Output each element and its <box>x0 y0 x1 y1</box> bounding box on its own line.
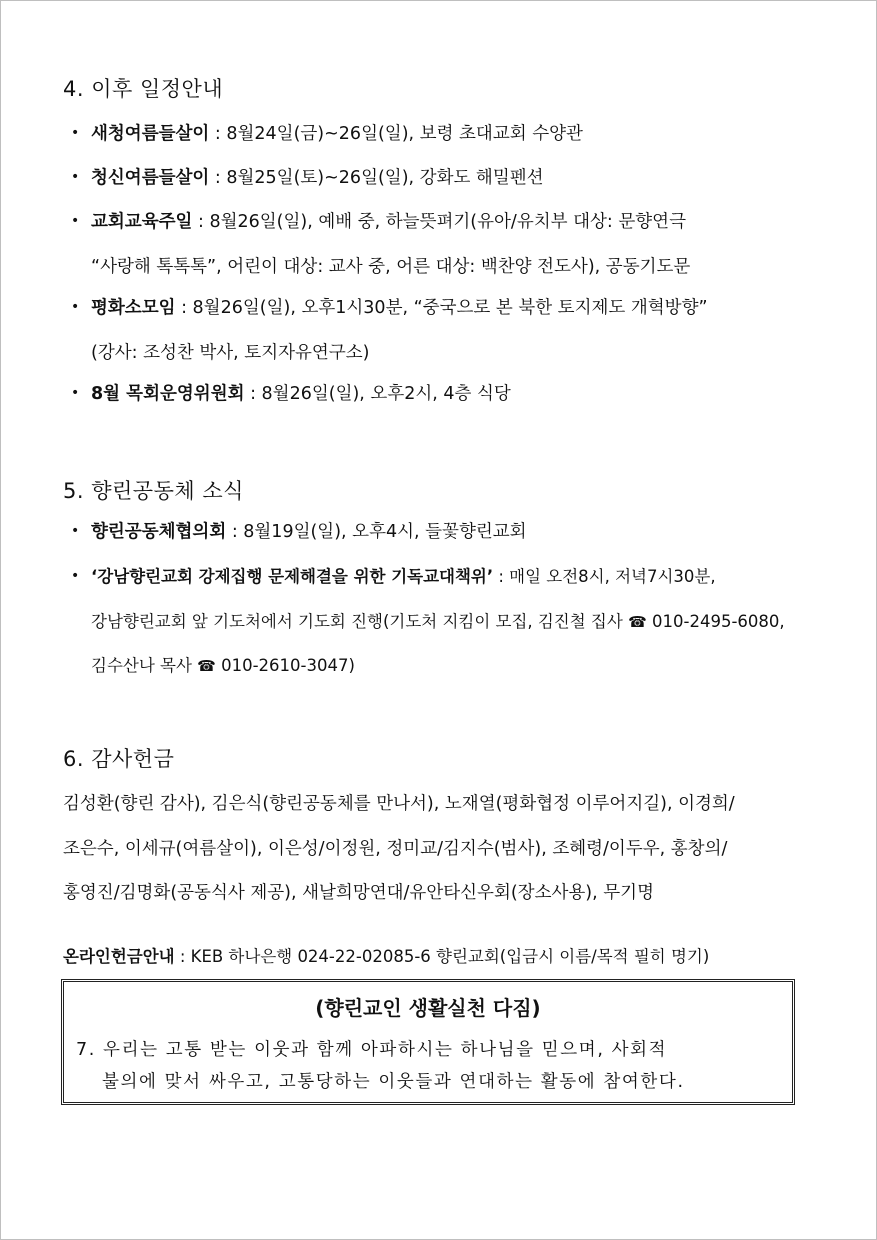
item-label: 청신여름들살이 <box>91 168 210 188</box>
online-offering-label: 온라인헌금안내 <box>63 947 175 966</box>
bullet-icon: • <box>71 213 80 229</box>
item-label: 평화소모임 <box>91 298 176 318</box>
item-continuation-text: 강남향린교회 앞 기도처에서 기도회 진행(기도처 지킴이 모집, 김진철 집사 <box>91 612 623 631</box>
item-continuation <box>91 608 785 632</box>
phone-number: 010-2495-6080, <box>652 612 785 631</box>
item-continuation: “사랑해 톡톡톡”, 어린이 대상: 교사 중, 어른 대상: 백찬양 전도사), 공동기도문 <box>91 257 691 277</box>
item-continuation-text: 김수산나 목사 <box>91 656 192 675</box>
item-text: : 매일 오전8시, 저녁7시30분, <box>493 567 716 586</box>
pledge-line: 불의에 맞서 싸우고, 고통당하는 이웃들과 연대하는 활동에 참여한다. <box>102 1072 685 1092</box>
item-continuation <box>91 652 355 676</box>
item-label: 8월 목회운영위원회 <box>91 384 245 404</box>
phone-icon: ☎ <box>197 657 216 675</box>
list-item <box>71 371 511 416</box>
phone-number: 010-2610-3047) <box>221 656 355 675</box>
pledge-line: 7. 우리는 고통 받는 이웃과 함께 아파하시는 하나님을 믿으며, 사회적 <box>76 1040 668 1060</box>
item-label: 교회교육주일 <box>91 212 193 232</box>
bullet-icon: • <box>71 299 80 315</box>
section-title-community: 5. 향린공동체 소식 <box>63 479 244 503</box>
list-item <box>71 285 708 330</box>
pledge-box <box>61 979 795 1105</box>
section-title-offering: 6. 감사헌금 <box>63 747 175 771</box>
offering-line: 조은수, 이세규(여름살이), 이은성/이정원, 정미교/김지수(범사), 조혜령/이두우, 홍창의/ <box>63 839 728 859</box>
bullet-icon: • <box>71 125 80 141</box>
list-item <box>71 199 686 244</box>
item-text: : 8월26일(일), 예배 중, 하늘뜻펴기(유아/유치부 대상: 문향연극 <box>192 212 686 232</box>
bullet-icon: • <box>71 169 80 185</box>
section-title-schedule: 4. 이후 일정안내 <box>63 77 224 101</box>
online-offering-text: : KEB 하나은행 024-22-02085-6 향린교회(입금시 이름/목적 필히 명기) <box>174 947 710 966</box>
item-label: ‘강남향린교회 강제집행 문제해결을 위한 기독교대책위’ <box>91 567 494 586</box>
list-item <box>71 155 544 200</box>
list-item <box>71 509 527 554</box>
item-text: : 8월19일(일), 오후4시, 들꽃향린교회 <box>226 522 527 542</box>
phone-icon: ☎ <box>628 613 647 631</box>
offering-line: 김성환(향린 감사), 김은식(향린공동체를 만나서), 노재열(평화협정 이루어지길), 이경희/ <box>63 794 735 814</box>
list-item <box>71 554 716 599</box>
online-offering <box>63 943 709 967</box>
item-text: : 8월24일(금)~26일(일), 보령 초대교회 수양관 <box>209 124 583 144</box>
item-continuation: (강사: 조성찬 박사, 토지자유연구소) <box>91 343 370 363</box>
offering-line: 홍영진/김명화(공동식사 제공), 새날희망연대/유안타신우회(장소사용), 무기명 <box>63 883 654 903</box>
item-text: : 8월26일(일), 오후2시, 4층 식당 <box>244 384 511 404</box>
item-text: : 8월26일(일), 오후1시30분, “중국으로 본 북한 토지제도 개혁방향” <box>175 298 708 318</box>
item-label: 향린공동체협의회 <box>91 522 227 542</box>
bullet-icon: • <box>71 568 80 584</box>
list-item <box>71 111 583 156</box>
bullet-icon: • <box>71 523 80 539</box>
item-text: : 8월25일(토)~26일(일), 강화도 해밀펜션 <box>209 168 544 188</box>
pledge-title: (향린교인 생활실천 다짐) <box>315 996 541 1020</box>
item-label: 새청여름들살이 <box>91 124 210 144</box>
bullet-icon: • <box>71 385 80 401</box>
